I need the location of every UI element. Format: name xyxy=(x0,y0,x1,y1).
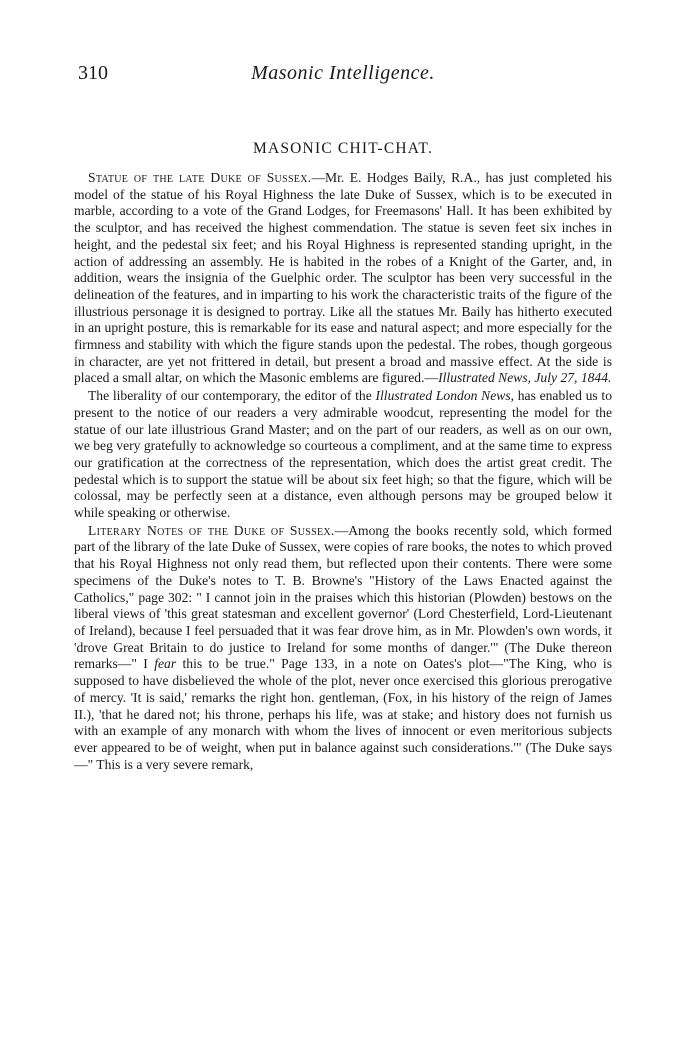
paragraph-lead: Statue of the late Duke of Sussex. xyxy=(88,170,312,185)
publication-title: Illustrated London News, xyxy=(375,388,515,404)
paragraph-liberality xyxy=(74,388,612,522)
emphasis: fear xyxy=(154,656,177,672)
paragraph-text: has enabled us to present to the notice of our readers a very admirable woodcut, representing the model for the statue of our late illustrious Grand Master; and on the part of our readers, as well as on our own, we beg very gratefully to acknowledge so courteous a compliment, and at the same time to express our gratification at the correctness of the representation, which does the artist great credit. The pedestal which is to support the statue will be about six feet high; so that the figure, which will be colossal, may be perfectly seen at a distance, even although persons may be grouped below it while speaking or otherwise. xyxy=(74,388,612,521)
article-title: MASONIC CHIT-CHAT. xyxy=(252,140,434,157)
source-citation: Illustrated News, July 27, 1844. xyxy=(438,370,612,386)
running-head xyxy=(74,62,612,96)
running-title: Masonic Intelligence. xyxy=(251,62,435,84)
paragraph-text: this to be true." Page 133, in a note on Oates's plot—"The King, who is supposed to have disbelieved the whole of the plot, never once exercised this glorious prerogative of mercy. 'It is said,' remarks the right hon. gentleman, (Fox, in his history of the reign of James II.), 'that he dared not; his throne, perhaps his life, was at stake; and history does not furnish us with an example of any monarch with whom the lives of innocent or even meritorious subjects ever appeared to be of weight, when put in balance against such considerations.'" (The Duke says—" This is a very severe remark, xyxy=(74,656,612,772)
page-number: 310 xyxy=(78,62,108,84)
paragraph-lead: Literary Notes of the Duke of Sussex. xyxy=(88,522,335,538)
paragraph-statue xyxy=(74,170,612,387)
paragraph-text: The liberality of our contemporary, the editor of the xyxy=(88,388,376,404)
paragraph-body: —Mr. E. Hodges Baily, R.A., has just completed his model of the statue of his Royal Highness the late Duke of Sussex, which is to be executed in marble, according to a vote of the Grand Lodges, for Freemasons' Hall. It has been exhibited by the sculptor, and has received the highest commendation. The statue is seven feet six inches in height, and the pedestal six feet; and his Royal Highness is represented standing upright, in the action of addressing an assembly. He is habited in the robes of a Knight of the Garter, and, in addition, wears the insignia of the Guelphic order. The sculptor has been very successful in the delineation of the features, and in imparting to his work the characteristic traits of the figure of the illustrious personage it is designed to portray. Like all the statues Mr. Baily has hitherto executed in an upright posture, this is remarkable for its ease and natural aspect; and more especially for the firmness and stability with which the figure stands upon the pedestal. The robes, though gorgeous in character, are yet not frittered in detail, but present a broad and massive effect. At the side is placed a small altar, on which the Masonic emblems are figured.— xyxy=(74,170,612,386)
paragraph-literary-notes xyxy=(74,523,612,774)
book-page xyxy=(74,62,612,773)
paragraph-text: —Among the books recently sold, which formed part of the library of the late Duke of Sussex, were copies of rare books, the notes to which proved that his Royal Highness not only read them, but reflected upon their contents. There were some specimens of the Duke's notes to T. B. Browne's "History of the Laws Enacted against the Catholics," page 302: " I cannot join in the praises which this historian (Plowden) bestows on the liberal views of 'this great statesman and excellent governor' (Lord Chesterfield, Lord-Lieutenant of Ireland), because I feel persuaded that it was fear drove him, as in Mr. Plowden's own words, it 'drove Great Britain to do justice to Ireland for some months of danger.'" (The Duke thereon remarks—" I xyxy=(74,522,612,672)
